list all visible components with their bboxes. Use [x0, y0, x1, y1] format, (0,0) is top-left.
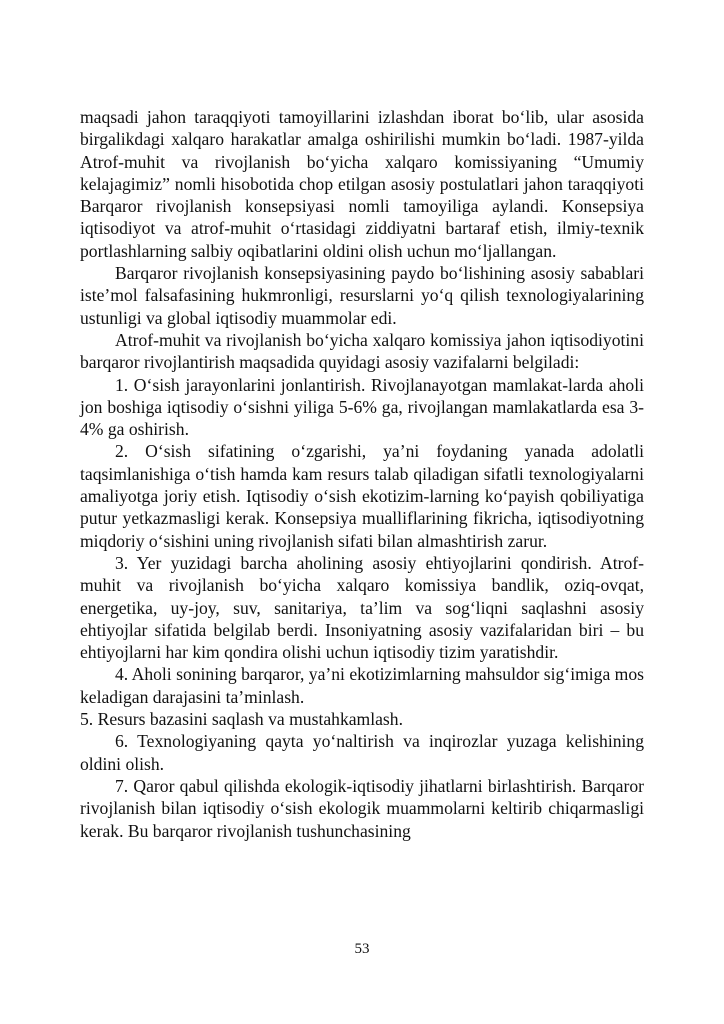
- list-item-4: 4. Aholi sonining barqaror, ya’ni ekotizimlarning mahsuldor sig‘imiga mos keladigan darajasini ta’minlash.: [80, 664, 644, 707]
- paragraph-2: Barqaror rivojlanish konsepsiyasining paydo bo‘lishining asosiy sabablari iste’mol falsafasining hukmronligi, resurslarni yo‘q qilish texnologiyalarining ustunligi va global iqtisodiy muammolar edi.: [80, 263, 644, 328]
- list-item-3: 3. Yer yuzidagi barcha aholining asosiy ehtiyojlarini qondirish. Atrof-muhit va rivojlanish bo‘yicha xalqaro komissiya bandlik, oziq-ovqat, energetika, uy-joy, suv, sanitariya, ta’lim va sog‘liqni saqlashni asosiy ehtiyojlar sifatida belgilab berdi. Insoniyatning asosiy vazifalaridan biri – bu ehtiyojlarni har kim qondira olishi uchun iqtisodiy tizim yaratishdir.: [80, 552, 644, 663]
- paragraph-3: Atrof-muhit va rivojlanish bo‘yicha xalqaro komissiya jahon iqtisodiyotini barqaror rivojlantirish maqsadida quyidagi asosiy vazifalarni belgiladi:: [80, 329, 644, 373]
- list-item-5: 5. Resurs bazasini saqlash va mustahkamlash.: [80, 709, 403, 730]
- list-item-7: 7. Qaror qabul qilishda ekologik-iqtisodiy jihatlarni birlashtirish. Barqaror rivojlanish bilan iqtisodiy o‘sish ekologik muammolarni keltirib chiqarmasligi kerak. Bu barqaror rivojlanish tushunchasining: [80, 775, 644, 841]
- document-body: [80, 106, 644, 842]
- list-item-2: 2. O‘sish sifatining o‘zgarishi, ya’ni foydaning yanada adolatli taqsimlanishiga o‘tish hamda kam resurs talab qiladigan sifatli texnologiyalarni amaliyotga joriy etish. Iqtisodiy o‘sish ekotizim-larning ko‘payish qobiliyatiga putur yetkazmasligi kerak. Konsepsiya mualliflarining fikricha, iqtisodiyotning miqdoriy o‘sishini uning rivojlanish sifati bilan almashtirish zarur.: [80, 441, 644, 551]
- list-item-1: 1. O‘sish jarayonlarini jonlantirish. Rivojlanayotgan mamlakat-larda aholi jon boshiga iqtisodiy o‘sishni yiliga 5-6% ga, rivojlangan mamlakatlarda esa 3-4% ga oshirish.: [80, 374, 644, 440]
- paragraph-1: maqsadi jahon taraqqiyoti tamoyillarini izlashdan iborat bo‘lib, ular asosida birgalikdagi xalqaro harakatlar amalga oshirilishi mumkin bo‘ladi. 1987-yilda Atrof-muhit va rivojlanish bo‘yicha xalqaro komissiyaning “Umumiy kelajagimiz” nomli hisobotida chop etilgan asosiy postulatlari jahon taraqqiyoti Barqaror rivojlanish konsepsiyasi nomli tamoyiliga aylandi. Konsepsiya iqtisodiyot va atrof-muhit o‘rtasidagi ziddiyatni bartaraf etish, ilmiy-texnik portlashlarning salbiy oqibatlarini oldini olish uchun mo‘ljallangan.: [80, 107, 644, 261]
- list-item-6: 6. Texnologiyaning qayta yo‘naltirish va inqirozlar yuzaga kelishining oldini olish.: [80, 731, 644, 774]
- page-number: 53: [354, 941, 370, 957]
